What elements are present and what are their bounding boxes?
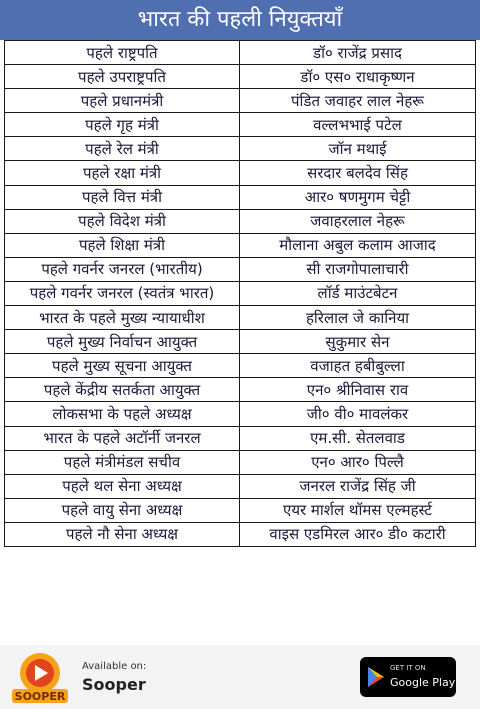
table-row bbox=[5, 306, 476, 330]
person-cell: सुकुमार सेन bbox=[240, 330, 476, 354]
appointments-table bbox=[4, 40, 476, 547]
app-name: Sooper bbox=[82, 675, 146, 694]
person-cell: सरदार बलदेव सिंह bbox=[240, 161, 476, 185]
post-cell: पहले उपराष्ट्रपति bbox=[5, 65, 240, 89]
post-cell: पहले नौ सेना अध्यक्ष bbox=[5, 522, 240, 546]
post-cell: पहले गवर्नर जनरल (भारतीय) bbox=[5, 257, 240, 281]
post-cell: पहले राष्ट्रपति bbox=[5, 41, 240, 65]
post-cell: पहले वायु सेना अध्यक्ष bbox=[5, 498, 240, 522]
post-cell: पहले विदेश मंत्री bbox=[5, 209, 240, 233]
sooper-logo bbox=[10, 651, 70, 705]
post-cell: पहले रक्षा मंत्री bbox=[5, 161, 240, 185]
store-name: Google Play bbox=[390, 676, 456, 689]
table-row bbox=[5, 474, 476, 498]
table-row bbox=[5, 41, 476, 65]
person-cell: जनरल राजेंद्र सिंह जी bbox=[240, 474, 476, 498]
table-row bbox=[5, 498, 476, 522]
table-row bbox=[5, 330, 476, 354]
post-cell: पहले मंत्रीमंडल सचीव bbox=[5, 450, 240, 474]
post-cell: पहले थल सेना अध्यक्ष bbox=[5, 474, 240, 498]
table-row bbox=[5, 522, 476, 546]
post-cell: भारत के पहले अटॉर्नी जनरल bbox=[5, 426, 240, 450]
post-cell: पहले गवर्नर जनरल (स्वतंत्र भारत) bbox=[5, 281, 240, 305]
person-cell: जवाहरलाल नेहरू bbox=[240, 209, 476, 233]
post-cell: पहले मुख्य निर्वाचन आयुक्त bbox=[5, 330, 240, 354]
person-cell: एम.सी. सेतलवाड bbox=[240, 426, 476, 450]
table-row bbox=[5, 89, 476, 113]
person-cell: वजाहत हबीबुल्ला bbox=[240, 354, 476, 378]
person-cell: सी राजगोपालाचारी bbox=[240, 257, 476, 281]
person-cell: एन० श्रीनिवास राव bbox=[240, 378, 476, 402]
post-cell: पहले मुख्य सूचना आयुक्त bbox=[5, 354, 240, 378]
person-cell: डॉ० एस० राधाकृष्णन bbox=[240, 65, 476, 89]
person-cell: एन० आर० पिल्लै bbox=[240, 450, 476, 474]
person-cell: एयर मार्शल थॉमस एल्महर्स्ट bbox=[240, 498, 476, 522]
store-small-label: GET IT ON bbox=[390, 664, 426, 672]
person-cell: पंडित जवाहर लाल नेहरू bbox=[240, 89, 476, 113]
table-row bbox=[5, 209, 476, 233]
person-cell: डॉ० राजेंद्र प्रसाद bbox=[240, 41, 476, 65]
post-cell: पहले शिक्षा मंत्री bbox=[5, 233, 240, 257]
post-cell: पहले प्रधानमंत्री bbox=[5, 89, 240, 113]
table-row bbox=[5, 402, 476, 426]
google-play-icon bbox=[368, 667, 384, 687]
table-row bbox=[5, 426, 476, 450]
available-on-label: Available on: bbox=[82, 661, 147, 672]
post-cell: पहले वित्त मंत्री bbox=[5, 185, 240, 209]
post-cell: पहले रेल मंत्री bbox=[5, 137, 240, 161]
person-cell: वाइस एडमिरल आर० डी० कटारी bbox=[240, 522, 476, 546]
post-cell: पहले केंद्रीय सतर्कता आयुक्त bbox=[5, 378, 240, 402]
post-cell: लोकसभा के पहले अध्यक्ष bbox=[5, 402, 240, 426]
logo-text: SOOPER bbox=[14, 690, 66, 703]
person-cell: जॉन मथाई bbox=[240, 137, 476, 161]
person-cell: मौलाना अबुल कलाम आजाद bbox=[240, 233, 476, 257]
page-title: भारत की पहली नियुक्तयाँ bbox=[0, 0, 480, 40]
table-row bbox=[5, 113, 476, 137]
table-row bbox=[5, 281, 476, 305]
table-row bbox=[5, 161, 476, 185]
table-row bbox=[5, 65, 476, 89]
post-cell: पहले गृह मंत्री bbox=[5, 113, 240, 137]
post-cell: भारत के पहले मुख्य न्यायाधीश bbox=[5, 306, 240, 330]
person-cell: जी० वी० मावलंकर bbox=[240, 402, 476, 426]
footer-banner bbox=[0, 645, 480, 709]
person-cell: आर० षणमुगम चेट्टी bbox=[240, 185, 476, 209]
person-cell: वल्लभभाई पटेल bbox=[240, 113, 476, 137]
person-cell: हरिलाल जे कानिया bbox=[240, 306, 476, 330]
table-row bbox=[5, 354, 476, 378]
table-row bbox=[5, 185, 476, 209]
table-row bbox=[5, 257, 476, 281]
google-play-badge[interactable] bbox=[360, 657, 456, 697]
table-row bbox=[5, 233, 476, 257]
table-row bbox=[5, 137, 476, 161]
person-cell: लॉर्ड माउंटबेटन bbox=[240, 281, 476, 305]
table-row bbox=[5, 450, 476, 474]
table-row bbox=[5, 378, 476, 402]
